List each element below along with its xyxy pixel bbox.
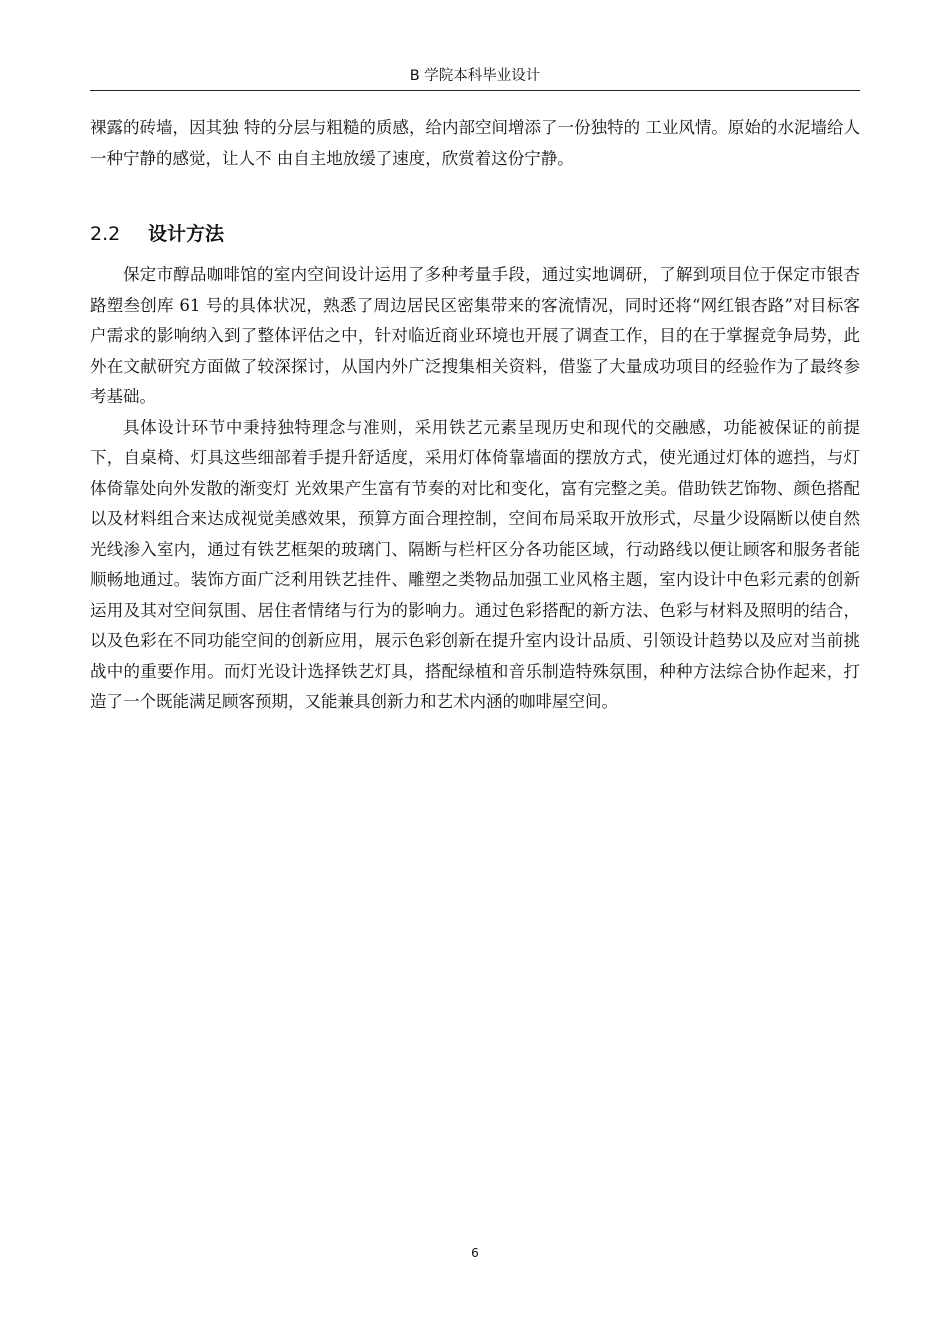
continuation-paragraph: 裸露的砖墙，因其独 特的分层与粗糙的质感，给内部空间增添了一份独特的 工业风情。原始的水泥墙给人一种宁静的感觉，让人不 由自主地放缓了速度，欣赏着这份宁静。 [90,118,860,168]
page-header [90,64,860,91]
section-number: 2.2 [90,223,121,245]
section-heading [90,220,224,248]
header-title: B 学院本科毕业设计 [409,68,541,84]
page-number: 6 [471,1246,479,1260]
section-body [90,260,860,718]
body-paragraph: 具体设计环节中秉持独特理念与准则，采用铁艺元素呈现历史和现代的交融感，功能被保证的前提下，自桌椅、灯具这些细部着手提升舒适度，采用灯体倚靠墙面的摆放方式，使光通过灯体的遮挡，与灯体倚靠处向外发散的渐变灯 光效果产生富有节奏的对比和变化，富有完整之美。借助铁艺饰物、颜色搭配以及材料组合来达成视觉美感效果，预算方面合理控制，空间布局采取开放形式，尽量少设隔断以使自然光线渗入室内，通过有铁艺框架的玻璃门、隔断与栏杆区分各功能区域，行动路线以便让顾客和服务者能顺畅地通过。装饰方面广泛利用铁艺挂件、雕塑之类物品加强工业风格主题，室内设计中色彩元素的创新运用及其对空间氛围、居住者情绪与行为的影响力。通过色彩搭配的新方法、色彩与材料及照明的结合，以及色彩在不同功能空间的创新应用，展示色彩创新在提升室内设计品质、引领设计趋势以及应对当前挑战中的重要作用。而灯光设计选择铁艺灯具，搭配绿植和音乐制造特殊氛围，种种方法综合协作起来，打造了一个既能满足顾客预期，又能兼具创新力和艺术内涵的咖啡屋空间。 [90,417,860,711]
body-paragraph: 保定市醇品咖啡馆的室内空间设计运用了多种考量手段，通过实地调研，了解到项目位于保定市银杏路塑叁创库 61 号的具体状况，熟悉了周边居民区密集带来的客流情况，同时还将“网红银杏路”对目标客户需求的影响纳入到了整体评估之中，针对临近商业环境也开展了调查工作，目的在于掌握竞争局势，此外在文献研究方面做了较深探讨，从国内外广泛搜集相关资料，借鉴了大量成功项目的经验作为了最终参考基础。 [90,265,860,406]
section-title: 设计方法 [148,223,225,245]
